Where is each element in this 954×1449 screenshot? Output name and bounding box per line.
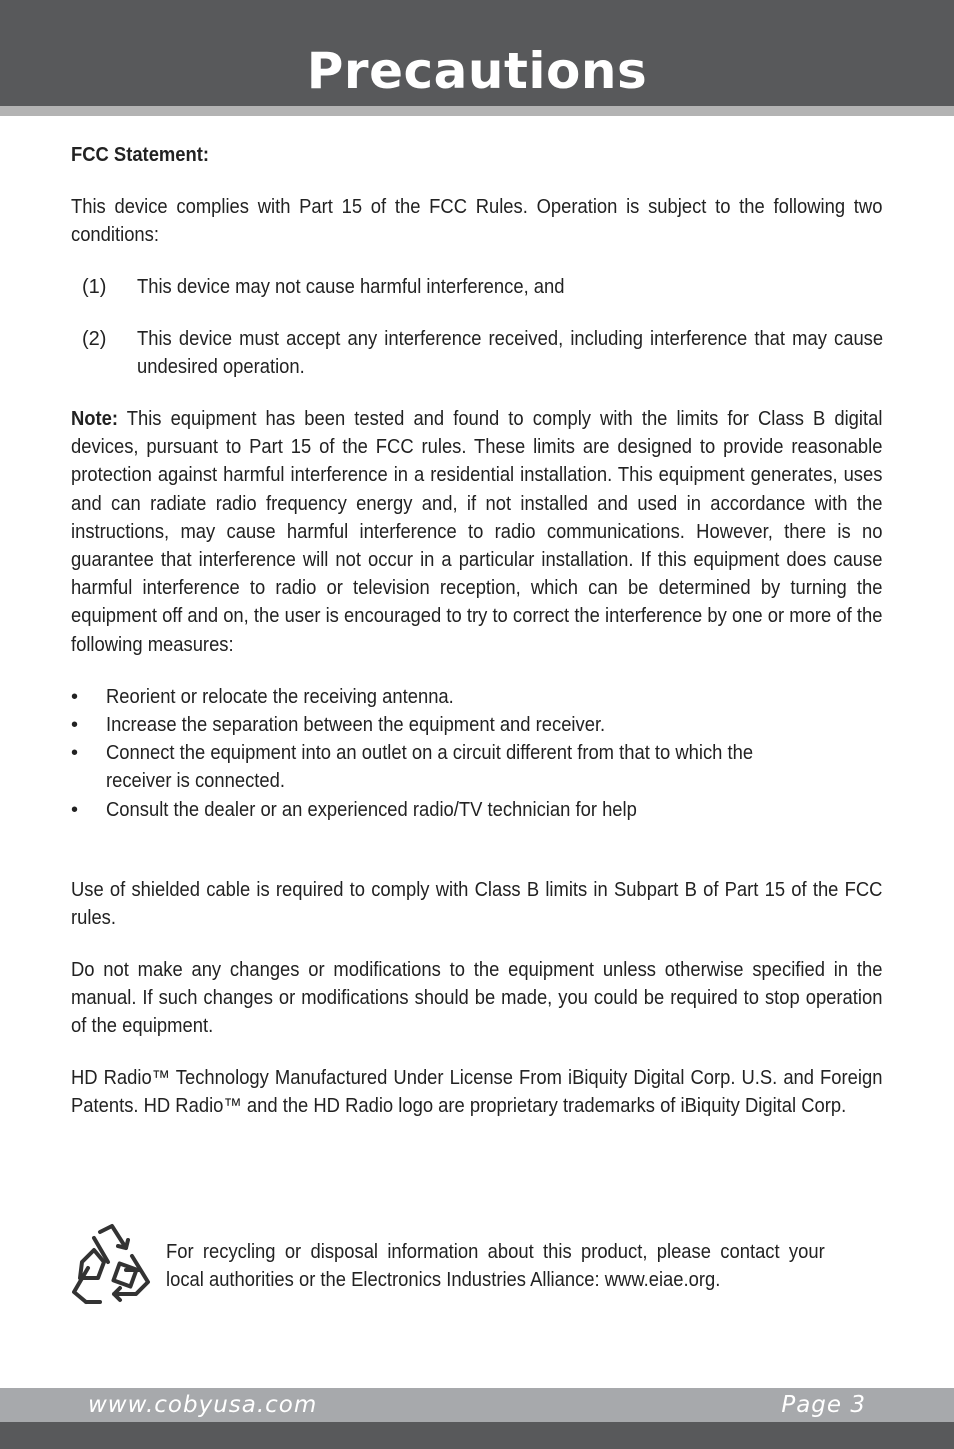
condition-number: (1) (82, 276, 107, 298)
fcc-heading: FCC Statement: (71, 144, 210, 166)
measure-text: Connect the equipment into an outlet on a circuit different from that to which the receiver is connected. (106, 742, 754, 793)
recycle-icon (70, 1222, 154, 1308)
footer-url[interactable]: www.cobyusa.com (88, 1392, 318, 1418)
page-number: Page 3 (781, 1392, 866, 1418)
condition-text: This device may not cause harmful interference, and (137, 276, 565, 298)
header-stripe (0, 106, 954, 116)
fcc-note (71, 405, 882, 659)
measure-text: Reorient or relocate the receiving antenna. (106, 686, 454, 708)
modifications-text: Do not make any changes or modifications to the equipment unless otherwise specified in the manual. If such changes or modifications should be made, you could be required to stop operation of the equipment. (71, 959, 883, 1038)
recycling-text: For recycling or disposal information about this product, please contact your local authorities or the Electronics Industries Alliance: www.eiae.org. (166, 1241, 825, 1292)
condition-number: (2) (82, 328, 107, 350)
measure-text: Consult the dealer or an experienced radio/TV technician for help (106, 799, 637, 821)
page-title: Precautions (306, 42, 648, 100)
shielded-cable-text: Use of shielded cable is required to comply with Class B limits in Subpart B of Part 15 of the FCC rules. (71, 879, 883, 930)
hd-radio-text: HD Radio™ Technology Manufactured Under License From iBiquity Digital Corp. U.S. and Foreign Patents. HD Radio™ and the HD Radio logo are proprietary trademarks of iBiquity Digital Corp. (71, 1067, 883, 1118)
fcc-intro: This device complies with Part 15 of the FCC Rules. Operation is subject to the following two conditions: (71, 196, 883, 247)
note-label: Note: (71, 408, 119, 430)
bullet-icon: • (71, 686, 79, 708)
measure-text: Increase the separation between the equipment and receiver. (106, 714, 606, 736)
condition-text: This device must accept any interference received, including interference that may cause undesired operation. (137, 328, 884, 379)
bullet-icon: • (71, 742, 79, 764)
bullet-icon: • (71, 714, 79, 736)
note-text: This equipment has been tested and found to comply with the limits for Class B digital devices, pursuant to Part 15 of the FCC rules. These limits are designed to provide reasonable protection against harmful interference in a residential installation. This equipment generates, uses and can radiate radio frequency energy and, if not installed and used in accordance with the instructions, may cause harmful interference to radio communications. However, there is no guarantee that interference will not occur in a particular installation. If this equipment does cause harmful interference to radio or television reception, which can be determined by turning the equipment off and on, the user is encouraged to try to correct the interference by one or more of the following measures: (71, 408, 883, 656)
bullet-icon: • (71, 799, 79, 821)
